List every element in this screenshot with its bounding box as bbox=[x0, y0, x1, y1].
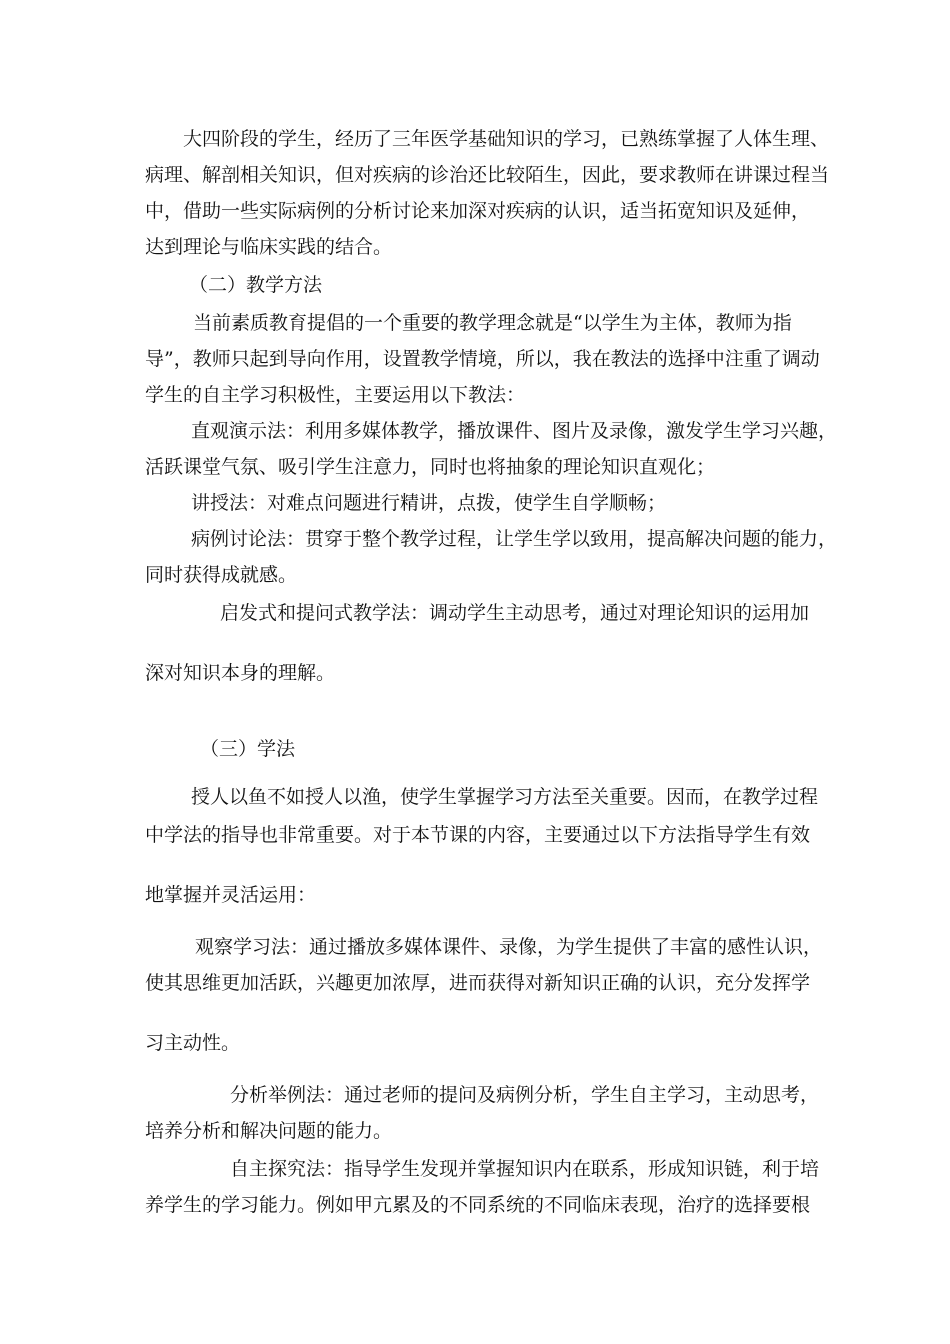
text-line: 中，借助一些实际病例的分析讨论来加深对疾病的认识，适当拓宽知识及延伸， bbox=[145, 200, 811, 222]
text-line: 中学法的指导也非常重要。对于本节课的内容，主要通过以下方法指导学生有效 bbox=[145, 824, 811, 846]
text-line: 直观演示法：利用多媒体教学，播放课件、图片及录像，激发学生学习兴趣， bbox=[191, 420, 838, 442]
text-line: 深对知识本身的理解。 bbox=[145, 662, 336, 684]
text-line: 地掌握并灵活运用： bbox=[145, 884, 317, 906]
text-line: 同时获得成就感。 bbox=[145, 564, 298, 586]
text-line: 授人以鱼不如授人以渔，使学生掌握学习方法至关重要。因而，在教学过程 bbox=[191, 786, 819, 808]
text-line: 大四阶段的学生，经历了三年医学基础知识的学习，已熟练掌握了人体生理、 bbox=[183, 128, 830, 150]
text-line: 当前素质教育提倡的一个重要的教学理念就是“以学生为主体，教师为指 bbox=[193, 312, 792, 334]
text-line: 病理、解剖相关知识，但对疾病的诊治还比较陌生，因此，要求教师在讲课过程当 bbox=[145, 164, 830, 186]
text-line: 讲授法：对难点问题进行精讲，点拨，使学生自学顺畅； bbox=[191, 492, 667, 514]
text-line: 自主探究法：指导学生发现并掌握知识内在联系，形成知识链，利于培 bbox=[230, 1158, 820, 1180]
section-heading: （三）学法 bbox=[200, 738, 296, 760]
text-line: 病例讨论法：贯穿于整个教学过程，让学生学以致用，提高解决问题的能力， bbox=[191, 528, 838, 550]
text-line: 达到理论与临床实践的结合。 bbox=[145, 236, 393, 258]
text-line: 启发式和提问式教学法：调动学生主动思考，通过对理论知识的运用加 bbox=[220, 602, 810, 624]
text-line: 活跃课堂气氛、吸引学生注意力，同时也将抽象的理论知识直观化； bbox=[145, 456, 716, 478]
text-line: 养学生的学习能力。例如甲亢累及的不同系统的不同临床表现，治疗的选择要根 bbox=[145, 1194, 811, 1216]
section-heading: （二）教学方法 bbox=[189, 274, 323, 296]
text-line: 培养分析和解决问题的能力。 bbox=[145, 1120, 393, 1142]
text-line: 习主动性。 bbox=[145, 1032, 241, 1054]
text-line: 观察学习法：通过播放多媒体课件、录像，为学生提供了丰富的感性认识， bbox=[195, 936, 823, 958]
text-line: 导”，教师只起到导向作用，设置教学情境，所以，我在教法的选择中注重了调动 bbox=[145, 348, 820, 370]
text-line: 学生的自主学习积极性，主要运用以下教法： bbox=[145, 384, 526, 406]
text-line: 分析举例法：通过老师的提问及病例分析，学生自主学习，主动思考， bbox=[230, 1084, 820, 1106]
text-line: 使其思维更加活跃，兴趣更加浓厚，进而获得对新知识正确的认识，充分发挥学 bbox=[145, 972, 811, 994]
